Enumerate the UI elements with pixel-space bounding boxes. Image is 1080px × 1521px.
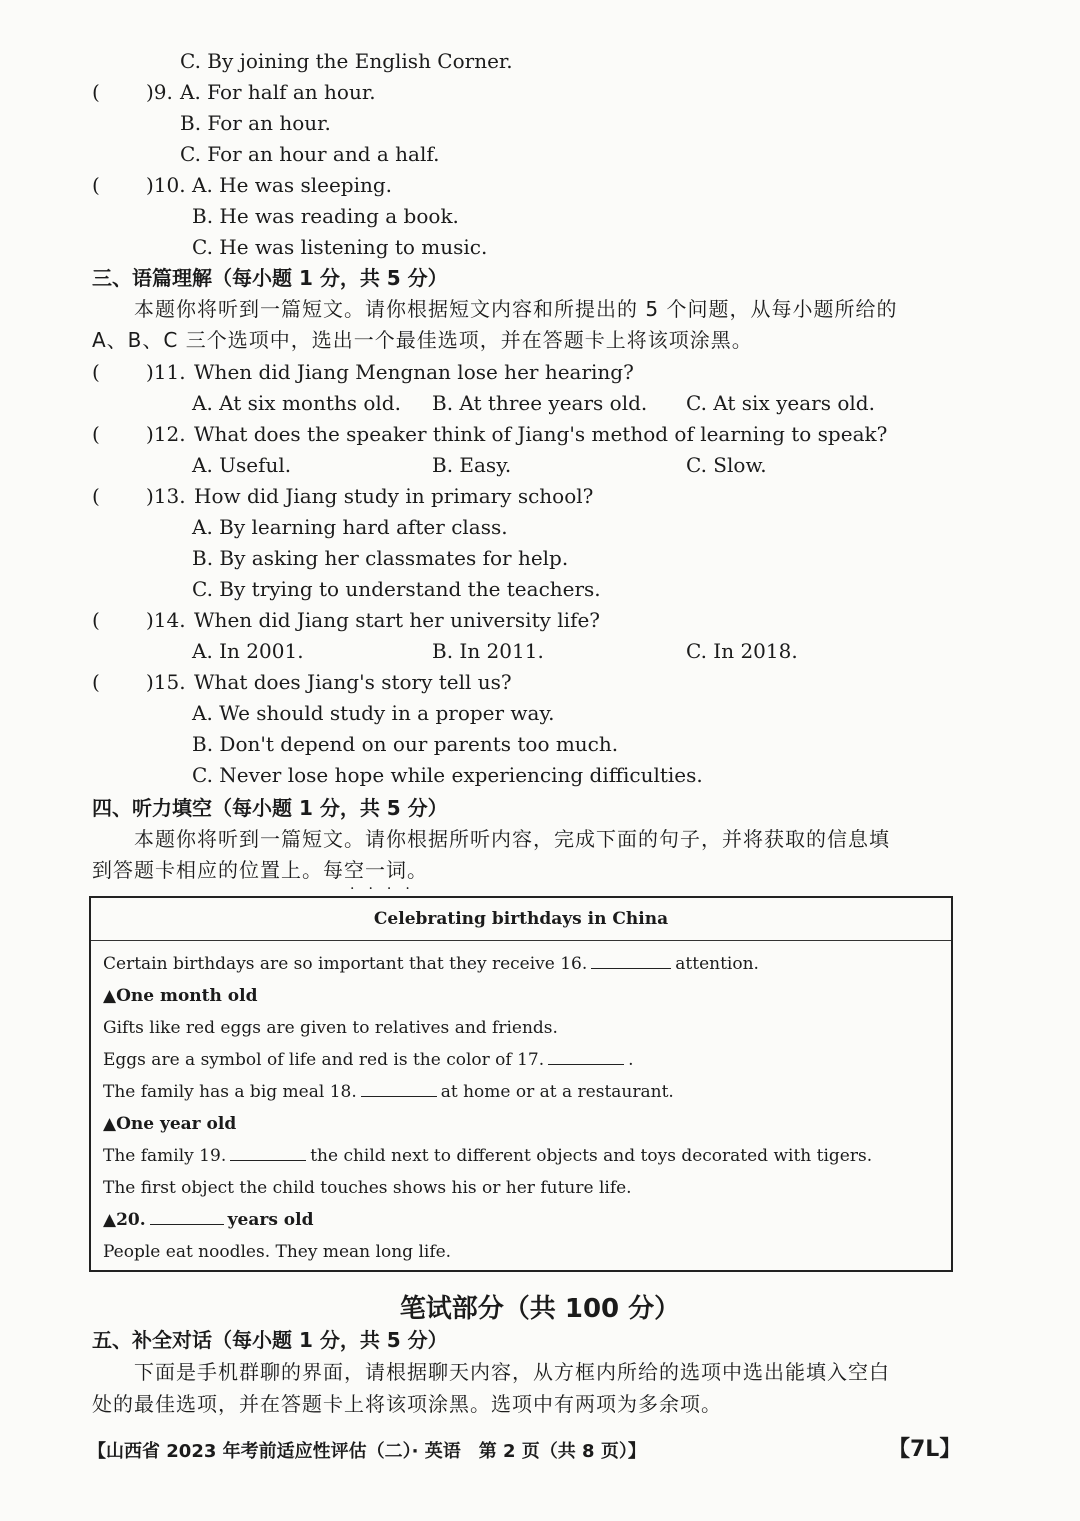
q10-option-c: C. He was listening to music.	[192, 235, 488, 259]
q15-option-a: A. We should study in a proper way.	[192, 701, 555, 725]
q9-paren: (	[92, 80, 100, 104]
box-line-18-text: The family has a big meal 18.	[103, 1082, 357, 1102]
blank-17[interactable]	[548, 1064, 624, 1065]
q11-number: )11.	[146, 360, 186, 384]
q14-option-c: C. In 2018.	[686, 639, 798, 663]
box-line-18-end: at home or at a restaurant.	[440, 1082, 674, 1102]
q12-option-a: A. Useful.	[192, 453, 292, 477]
q13-option-a: A. By learning hard after class.	[192, 515, 508, 539]
emphasis-dots: ····	[350, 881, 424, 897]
section3-instr-line2: A、B、C 三个选项中，选出一个最佳选项，并在答题卡上将该项涂黑。	[92, 328, 753, 352]
q13-paren: (	[92, 484, 100, 508]
q13-option-c: C. By trying to understand the teachers.	[192, 577, 601, 601]
q12-number: )12.	[146, 422, 186, 446]
blank-18[interactable]	[361, 1096, 437, 1097]
box-line-19-text: The family 19.	[103, 1146, 227, 1166]
q14-option-a: A. In 2001.	[192, 639, 304, 663]
q9-option-a: A. For half an hour.	[180, 80, 376, 104]
footer-right: 【7L】	[888, 1437, 962, 1462]
q14-option-b: B. In 2011.	[432, 639, 544, 663]
section3-instr-line1: 本题你将听到一篇短文。请你根据短文内容和所提出的 5 个问题，从每小题所给的	[134, 297, 898, 321]
q12-question: What does the speaker think of Jiang's method of learning to speak?	[194, 422, 888, 446]
q10-option-b: B. He was reading a book.	[192, 204, 459, 228]
q10-paren: (	[92, 173, 100, 197]
box-heading-one-month: ▲One month old	[103, 986, 258, 1006]
q13-question: How did Jiang study in primary school?	[194, 484, 594, 508]
box-line-gifts: Gifts like red eggs are given to relatives and friends.	[103, 1018, 558, 1038]
box-heading-20-end: years old	[227, 1210, 314, 1230]
box-line-19	[103, 1144, 872, 1168]
box-heading-one-year: ▲One year old	[103, 1114, 237, 1134]
section5-instr-line2: 处的最佳选项，并在答题卡上将该项涂黑。选项中有两项为多余项。	[92, 1392, 722, 1416]
q14-paren: (	[92, 608, 100, 632]
blank-16[interactable]	[591, 968, 671, 969]
section4-instr-line1: 本题你将听到一篇短文。请你根据所听内容，完成下面的句子，并将获取的信息填	[134, 827, 890, 851]
section4-instr-line2: 到答题卡相应的位置上。每空一词。	[92, 858, 428, 882]
q12-option-c: C. Slow.	[686, 453, 767, 477]
q13-number: )13.	[146, 484, 186, 508]
section5-header: 五、补全对话（每小题 1 分，共 5 分）	[92, 1328, 448, 1352]
q15-paren: (	[92, 670, 100, 694]
q11-option-c: C. At six years old.	[686, 391, 875, 415]
box-line-noodles: People eat noodles. They mean long life.	[103, 1242, 452, 1262]
blank-20[interactable]	[150, 1224, 224, 1225]
written-part-title: 笔试部分（共 100 分）	[399, 1294, 681, 1324]
box-title: Celebrating birthdays in China	[91, 898, 951, 941]
box-line-18	[103, 1080, 674, 1104]
q9-option-b: B. For an hour.	[180, 111, 331, 135]
blank-19[interactable]	[230, 1160, 306, 1161]
box-line-16-text: Certain birthdays are so important that they receive 16.	[103, 954, 588, 974]
box-line-first-object: The first object the child touches shows his or her future life.	[103, 1178, 632, 1198]
q14-number: )14.	[146, 608, 186, 632]
q14-question: When did Jiang start her university life?	[194, 608, 601, 632]
q15-question: What does Jiang's story tell us?	[194, 670, 512, 694]
q15-option-c: C. Never lose hope while experiencing difficulties.	[192, 763, 703, 787]
q11-option-a: A. At six months old.	[192, 391, 401, 415]
q11-paren: (	[92, 360, 100, 384]
section3-header: 三、语篇理解（每小题 1 分，共 5 分）	[92, 266, 448, 290]
q9-option-c: C. For an hour and a half.	[180, 142, 440, 166]
q13-option-b: B. By asking her classmates for help.	[192, 546, 569, 570]
notes-box	[89, 896, 953, 1272]
q9-number: )9.	[146, 80, 173, 104]
q11-option-b: B. At three years old.	[432, 391, 648, 415]
box-line-16-end: attention.	[675, 954, 759, 974]
q12-paren: (	[92, 422, 100, 446]
box-line-17	[103, 1048, 634, 1072]
section4-header: 四、听力填空（每小题 1 分，共 5 分）	[92, 796, 448, 820]
q11-question: When did Jiang Mengnan lose her hearing?	[194, 360, 634, 384]
q10-option-a: A. He was sleeping.	[192, 173, 393, 197]
box-line-19-end: the child next to different objects and toys decorated with tigers.	[310, 1146, 873, 1166]
box-line-17-text: Eggs are a symbol of life and red is the color of 17.	[103, 1050, 545, 1070]
box-line-17-end: .	[628, 1050, 634, 1070]
q15-number: )15.	[146, 670, 186, 694]
q8-option-c: C. By joining the English Corner.	[180, 49, 513, 73]
box-heading-20-num: ▲20.	[103, 1210, 146, 1230]
q10-number: )10.	[146, 173, 186, 197]
footer-left: 【山西省 2023 年考前适应性评估（二）· 英语 第 2 页（共 8 页）】	[88, 1441, 646, 1462]
q12-option-b: B. Easy.	[432, 453, 512, 477]
q15-option-b: B. Don't depend on our parents too much.	[192, 732, 619, 756]
box-line-16	[103, 952, 759, 976]
section5-instr-line1: 下面是手机群聊的界面，请根据聊天内容，从方框内所给的选项中选出能填入空白	[134, 1360, 890, 1384]
box-heading-20	[103, 1208, 314, 1232]
